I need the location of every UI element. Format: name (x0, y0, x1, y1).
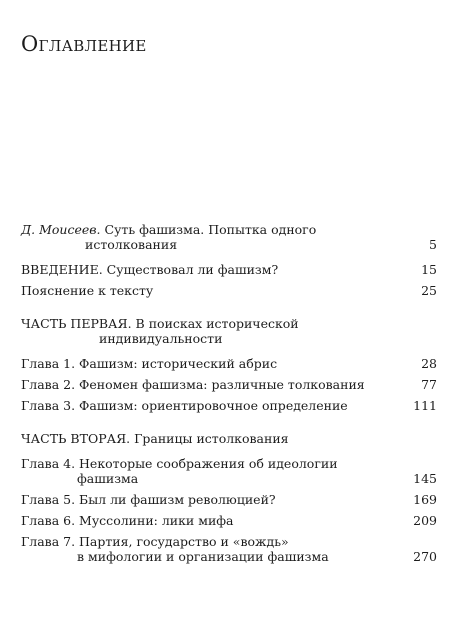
page-title-text: Оглавление (21, 32, 147, 56)
toc-entry-title: Суть фашизма. Попытка одного (100, 222, 317, 237)
toc-entry-chapter-4[interactable] (21, 456, 439, 486)
toc-entry-title: Глава 6. Муссолини: лики мифа (21, 513, 234, 528)
toc-entry-title: Глава 3. Фашизм: ориентировочное определение (21, 398, 348, 413)
toc-entry-title: Глава 1. Фашизм: исторический абрис (21, 356, 278, 371)
toc-page-number: 145 (413, 471, 437, 486)
toc-entry-chapter-6[interactable] (21, 513, 439, 528)
toc-entry-chapter-1[interactable] (21, 356, 439, 371)
toc-entry-title-continued: фашизма (77, 471, 139, 486)
toc-entry-title: Пояснение к тексту (21, 283, 154, 298)
toc-entry-chapter-2[interactable] (21, 377, 439, 392)
toc-part-title: ЧАСТЬ ПЕРВАЯ. В поисках исторической (21, 316, 299, 331)
toc-page-number: 5 (429, 237, 437, 252)
toc-entry-title: Глава 5. Был ли фашизм революцией? (21, 492, 276, 507)
toc-entry-note[interactable] (21, 283, 439, 298)
toc-page-number: 270 (413, 549, 437, 564)
toc-entry-title-continued: истолкования (85, 237, 178, 252)
toc-page-number: 25 (421, 283, 437, 298)
page-title (21, 32, 147, 56)
toc-entry-chapter-5[interactable] (21, 492, 439, 507)
toc-entry-title: Глава 2. Феномен фашизма: различные толкования (21, 377, 365, 392)
toc-page-number: 28 (421, 356, 437, 371)
toc-part-two[interactable] (21, 431, 439, 446)
toc-part-title: ЧАСТЬ ВТОРАЯ. Границы истолкования (21, 431, 289, 446)
toc-part-title-continued: индивидуальности (99, 331, 223, 346)
toc-page-number: 209 (413, 513, 437, 528)
toc-part-one[interactable] (21, 316, 439, 346)
toc-entry-title: ВВЕДЕНИЕ. Существовал ли фашизм? (21, 262, 279, 277)
toc-entry-title: Глава 7. Партия, государство и «вождь» (21, 534, 289, 549)
toc-entry-chapter-7[interactable] (21, 534, 439, 564)
toc-entry-moiseev[interactable] (21, 222, 439, 252)
toc-entry-chapter-3[interactable] (21, 398, 439, 413)
toc-page-number: 169 (413, 492, 437, 507)
toc-entry-intro[interactable] (21, 262, 439, 277)
toc-entry-title-continued: в мифологии и организации фашизма (77, 549, 329, 564)
toc-page-number: 111 (413, 398, 437, 413)
toc-entry-author: Д. Моисеев. (21, 222, 101, 237)
toc-page-number: 77 (421, 377, 437, 392)
toc-page-number: 15 (421, 262, 437, 277)
toc-entry-title: Глава 4. Некоторые соображения об идеологии (21, 456, 338, 471)
table-of-contents (21, 222, 439, 564)
